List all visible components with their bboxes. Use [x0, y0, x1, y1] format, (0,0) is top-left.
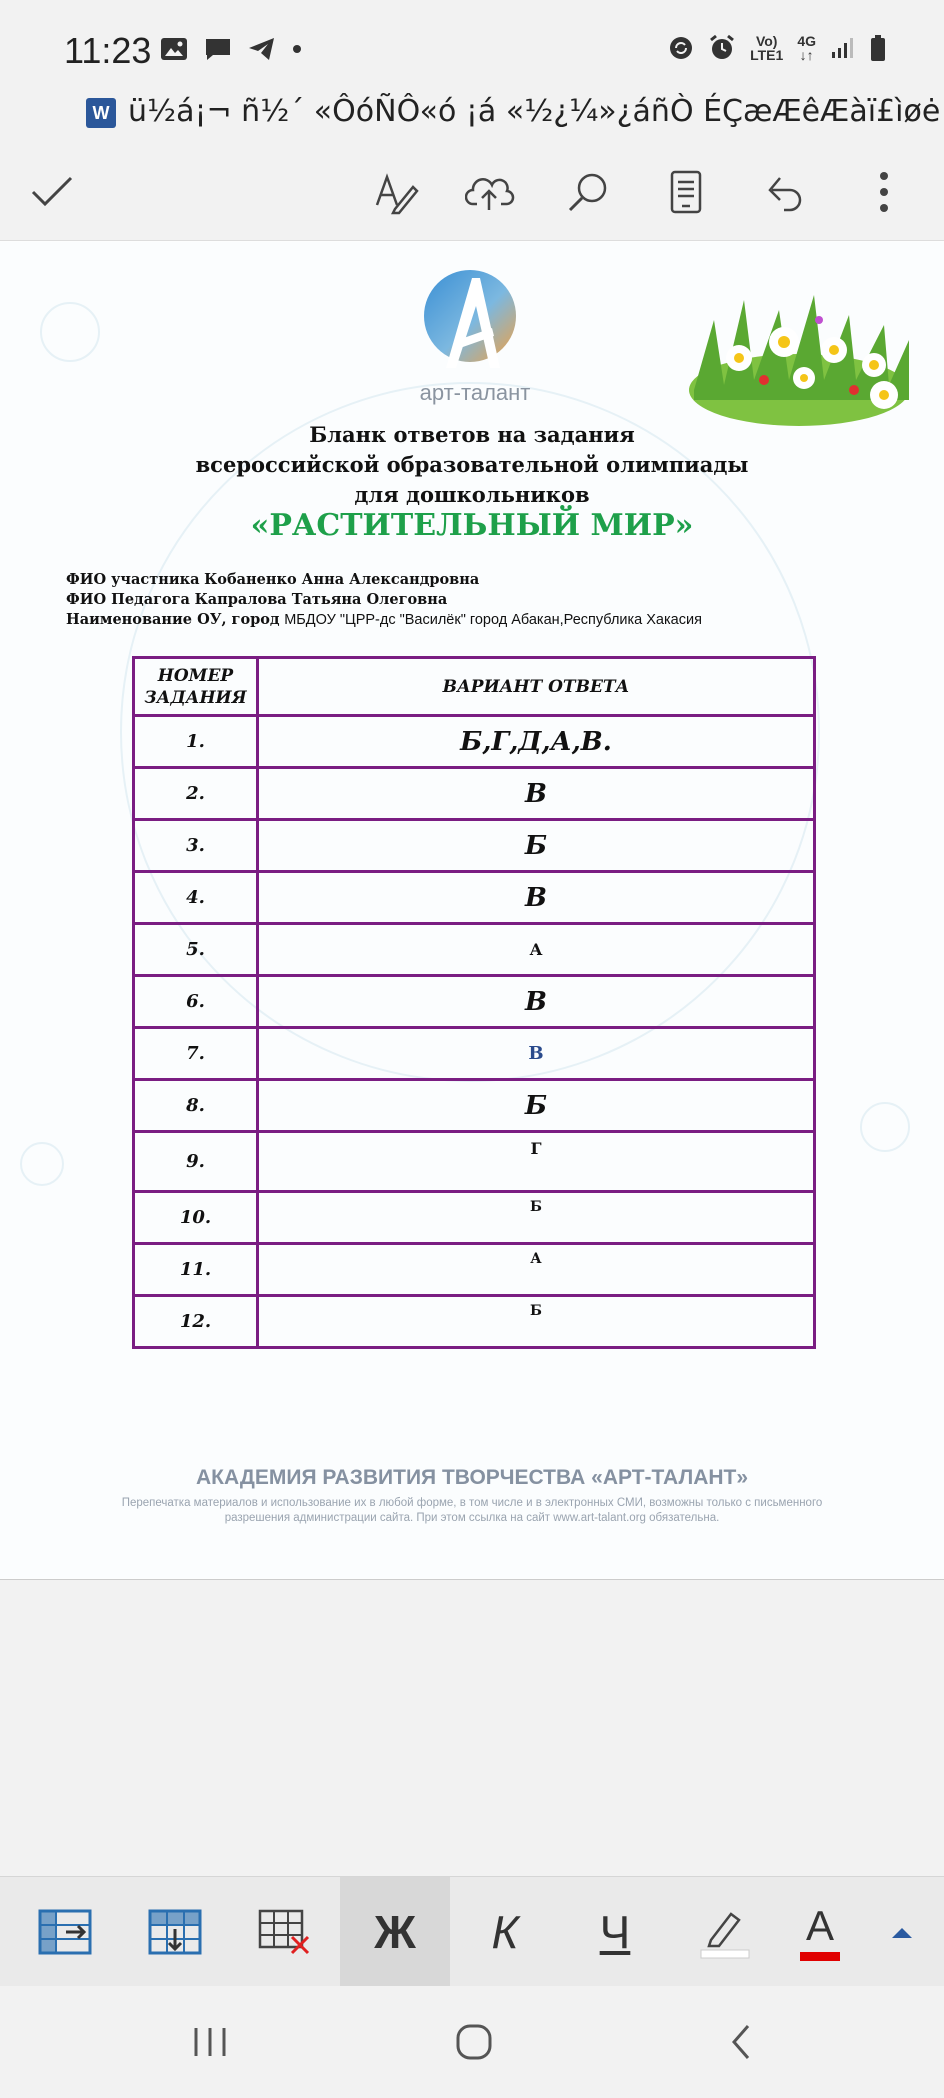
table-row	[134, 1028, 815, 1080]
task-number-cell[interactable]: 2.	[134, 768, 258, 820]
table-row	[134, 1132, 815, 1192]
font-color-swatch	[800, 1952, 840, 1961]
battery-icon	[870, 34, 886, 62]
answer-cell[interactable]: В	[258, 976, 815, 1028]
font-color-icon: A	[806, 1902, 835, 1949]
text-format-button[interactable]	[368, 164, 424, 220]
task-number-cell[interactable]: 6.	[134, 976, 258, 1028]
cloud-upload-icon	[465, 172, 515, 212]
highlighter-icon	[697, 1904, 753, 1960]
task-number-cell[interactable]: 12.	[134, 1296, 258, 1348]
status-time: 11:23	[64, 30, 152, 71]
network-4g-indicator: 4G ↓↑	[797, 33, 816, 63]
participant-info	[66, 570, 702, 630]
answer-cell[interactable]: Г	[258, 1132, 815, 1192]
document-title: ü½á¡¬ ñ½´ «ÔóÑÔ«ó ¡á «½¿¼»¿áñÒ ÉÇæÆêÆàï£ìøė	[128, 94, 941, 129]
font-color-button[interactable]	[780, 1877, 860, 1987]
table-row	[134, 716, 815, 768]
save-cloud-button[interactable]	[462, 164, 518, 220]
task-number-cell[interactable]: 10.	[134, 1192, 258, 1244]
home-icon	[454, 2022, 494, 2062]
home-button[interactable]	[434, 2012, 514, 2072]
more-vertical-icon	[878, 170, 890, 214]
back-button[interactable]	[700, 2012, 780, 2072]
search-icon	[566, 170, 610, 214]
signal-icon	[830, 36, 856, 60]
copyright-notice: Перепечатка материалов и использование их в любой форме, в том числе и в электронных СМИ, возможны только с письменного разрешения администрации сайта. При этом ссылка на сайт www.art-talant.org обязательна.	[121, 1497, 823, 1524]
table-row	[134, 768, 815, 820]
table-row	[134, 924, 815, 976]
expand-toolbar-button[interactable]	[860, 1877, 944, 1987]
caret-up-icon	[890, 1924, 914, 1940]
answer-cell[interactable]: Б,Г,Д,А,В.	[258, 716, 815, 768]
bold-icon: Ж	[374, 1906, 416, 1958]
table-insert-column-icon	[38, 1909, 92, 1955]
answer-cell[interactable]: Б	[258, 820, 815, 872]
info-institution: Наименование ОУ, город МБДОУ "ЦРР-дс "Василёк" город Абакан,Республика Хакасия	[66, 611, 702, 628]
task-number-cell[interactable]: 1.	[134, 716, 258, 768]
back-icon	[728, 2022, 752, 2062]
header-task-number[interactable]: НОМЕР ЗАДАНИЯ	[134, 658, 258, 716]
form-heading	[0, 420, 944, 510]
gallery-icon	[160, 36, 188, 62]
insert-row-button[interactable]	[120, 1877, 230, 1987]
table-insert-row-icon	[148, 1909, 202, 1955]
underline-icon: Ч	[599, 1906, 631, 1958]
more-options-button[interactable]	[856, 164, 912, 220]
text-pen-icon	[373, 169, 419, 215]
task-number-cell[interactable]: 11.	[134, 1244, 258, 1296]
table-row	[134, 872, 815, 924]
info-teacher: ФИО Педагога Капралова Татьяна Олеговна	[66, 591, 448, 608]
undo-icon	[762, 170, 806, 214]
search-button[interactable]	[560, 164, 616, 220]
insert-column-button[interactable]	[10, 1877, 120, 1987]
done-button[interactable]	[24, 164, 80, 220]
word-app-icon: W	[86, 98, 116, 128]
task-number-cell[interactable]: 3.	[134, 820, 258, 872]
table-row	[134, 1080, 815, 1132]
table-row	[134, 820, 815, 872]
checkmark-icon	[29, 172, 75, 212]
answer-cell[interactable]: Б	[258, 1192, 815, 1244]
answer-cell[interactable]: А	[258, 924, 815, 976]
mobile-view-icon	[669, 170, 703, 214]
alarm-icon	[708, 34, 736, 62]
info-participant: ФИО участника Кобаненко Анна Александровна	[66, 571, 480, 588]
olympiad-title: «РАСТИТЕЛЬНЫЙ МИР»	[250, 508, 694, 543]
recent-apps-icon	[190, 2024, 230, 2060]
dot-icon	[292, 44, 302, 54]
table-row	[134, 976, 815, 1028]
answer-cell[interactable]: А	[258, 1244, 815, 1296]
message-icon	[204, 36, 232, 62]
logo-text: арт-талант	[419, 380, 531, 405]
heading-line: Бланк ответов на задания	[309, 422, 635, 447]
heading-line: для дошкольников	[354, 482, 590, 507]
answer-cell[interactable]: В	[258, 768, 815, 820]
recent-apps-button[interactable]	[170, 2012, 250, 2072]
delete-table-button[interactable]	[230, 1877, 340, 1987]
table-header-row	[134, 658, 815, 716]
heading-line: всероссийской образовательной олимпиады	[195, 452, 749, 477]
answer-cell[interactable]: Б	[258, 1296, 815, 1348]
bold-button[interactable]	[340, 1877, 450, 1987]
italic-button[interactable]	[450, 1877, 560, 1987]
volte-indicator: Vo) LTE1	[750, 33, 784, 63]
table-row	[134, 1244, 815, 1296]
underline-button[interactable]	[560, 1877, 670, 1987]
table-row	[134, 1296, 815, 1348]
system-navigation-bar	[0, 1986, 944, 2098]
task-number-cell[interactable]: 7.	[134, 1028, 258, 1080]
top-toolbar	[0, 150, 944, 232]
sync-icon	[668, 35, 694, 61]
academy-footer: АКАДЕМИЯ РАЗВИТИЯ ТВОРЧЕСТВА «АРТ-ТАЛАНТ»	[195, 1466, 749, 1489]
flowers-illustration	[684, 280, 914, 430]
task-number-cell[interactable]: 9.	[134, 1132, 258, 1192]
table-delete-icon	[258, 1909, 312, 1955]
task-number-cell[interactable]: 5.	[134, 924, 258, 976]
undo-button[interactable]	[756, 164, 812, 220]
answers-table[interactable]	[132, 656, 816, 1349]
highlight-button[interactable]	[670, 1877, 780, 1987]
table-row	[134, 1192, 815, 1244]
telegram-icon	[248, 36, 276, 62]
task-number-cell[interactable]: 4.	[134, 872, 258, 924]
answer-cell[interactable]: В	[258, 872, 815, 924]
task-number-cell[interactable]: 8.	[134, 1080, 258, 1132]
answer-cell[interactable]: В	[258, 1028, 815, 1080]
mobile-view-button[interactable]	[658, 164, 714, 220]
header-answer[interactable]: ВАРИАНТ ОТВЕТА	[258, 658, 815, 716]
formatting-toolbar	[0, 1876, 944, 1986]
italic-icon: К	[491, 1906, 519, 1958]
answer-cell[interactable]: Б	[258, 1080, 815, 1132]
status-bar	[0, 0, 944, 104]
